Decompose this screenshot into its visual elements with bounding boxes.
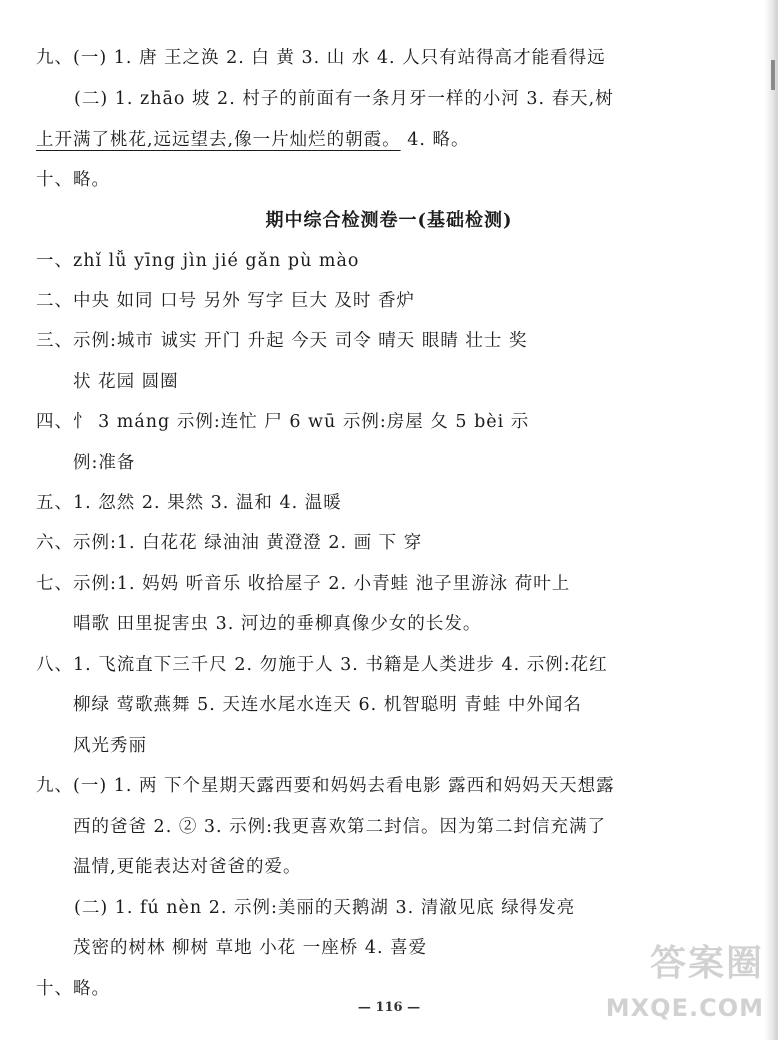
watermark-logo: 答案圈 xyxy=(649,943,764,984)
q9-part1-answer-b-cont2: 温情,更能表达对爸爸的爱。 xyxy=(73,857,302,877)
q9-part1-answer-b-cont: 西的爸爸 2. ② 3. 示例:我更喜欢第二封信。因为第二封信充满了 xyxy=(73,817,607,837)
q9-part2-answer-cont xyxy=(36,128,736,152)
binding-mark xyxy=(771,60,775,90)
q9-part2-answer-b-cont: 茂密的树林 柳树 草地 小花 一座桥 4. 喜爱 xyxy=(73,938,428,958)
q7-answer: 七、示例:1. 妈妈 听音乐 收拾屋子 2. 小青蛙 池子里游泳 荷叶上 xyxy=(36,574,571,594)
q10-answer-b: 十、略。 xyxy=(36,979,110,999)
q1-answer: 一、zhǐ lǚ yīng jìn jié gǎn pù mào xyxy=(36,251,360,271)
watermark-site: MXQE.COM xyxy=(605,994,764,1022)
q2-answer: 二、中央 如同 口号 另外 写字 巨大 及时 香炉 xyxy=(36,291,415,311)
q3-answer-cont: 状 花园 圆圈 xyxy=(73,372,179,392)
q6-answer: 六、示例:1. 白花花 绿油油 黄澄澄 2. 画 下 穿 xyxy=(36,533,423,553)
q8-answer-cont: 柳绿 莺歌燕舞 5. 天连水尾水连天 6. 机智聪明 青蛙 中外闻名 xyxy=(73,695,582,715)
q8-answer: 八、1. 飞流直下三千尺 2. 勿施于人 3. 书籍是人类进步 4. 示例:花红 xyxy=(36,655,608,675)
page-number: — 116 — xyxy=(357,1000,421,1015)
exam-section-title: 期中综合检测卷一(基础检测) xyxy=(265,210,513,231)
q9-part1-answer-b: 九、(一) 1. 两 下个星期天露西要和妈妈去看电影 露西和妈妈天天想露 xyxy=(36,776,615,796)
q4-answer-cont: 例:准备 xyxy=(73,453,136,473)
watermark xyxy=(594,935,764,1030)
q9-part2-item4: 4. 略。 xyxy=(400,130,470,150)
q9-part2-answer: (二) 1. zhāo 坡 2. 村子的前面有一条月牙一样的小河 3. 春天,树 xyxy=(74,89,614,109)
q9-part2-answer-b: (二) 1. fú nèn 2. 示例:美丽的天鹅湖 3. 清澈见底 绿得发亮 xyxy=(74,898,576,918)
q3-answer: 三、示例:城市 诚实 开门 升起 今天 司令 晴天 眼睛 壮士 奖 xyxy=(36,331,528,351)
q5-answer: 五、1. 忽然 2. 果然 3. 温和 4. 温暖 xyxy=(36,493,342,513)
page-binding-edge xyxy=(764,0,778,1040)
q10-answer: 十、略。 xyxy=(36,170,110,190)
q4-answer: 四、忄 3 máng 示例:连忙 尸 6 wū 示例:房屋 夂 5 bèi 示 xyxy=(36,412,530,432)
q8-answer-cont2: 风光秀丽 xyxy=(73,736,147,756)
q7-answer-cont: 唱歌 田里捉害虫 3. 河边的垂柳真像少女的长发。 xyxy=(73,614,482,634)
q9-part1-answer: 九、(一) 1. 唐 王之涣 2. 白 黄 3. 山 水 4. 人只有站得高才能看得远 xyxy=(36,48,606,68)
underlined-sentence: 上开满了桃花,远远望去,像一片灿烂的朝霞。 xyxy=(36,130,401,150)
